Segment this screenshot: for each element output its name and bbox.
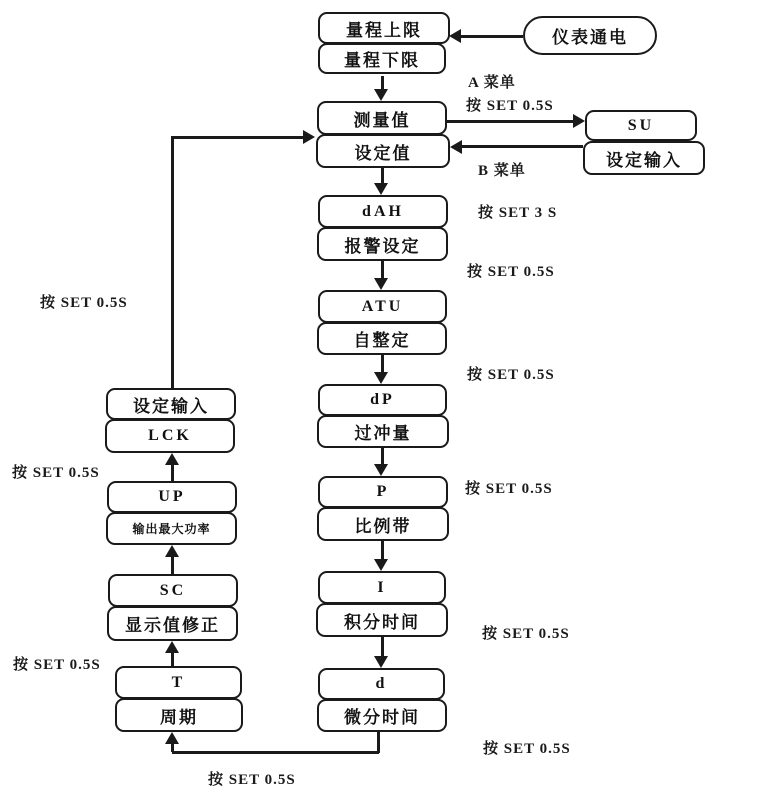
arrow-t-to-disp-head-icon	[165, 641, 179, 653]
arrow-left-to-sv-head-icon	[303, 130, 315, 144]
node-dp: dP	[318, 384, 447, 416]
label-press-set-05s-2: 按 SET 0.5S	[467, 367, 555, 383]
arrow-up-to-lck-head-icon	[165, 453, 179, 465]
arrow-overshoot-to-p-head-icon	[374, 464, 388, 476]
node-su: SU	[585, 110, 697, 141]
arrow-up-to-lck-line	[171, 465, 174, 481]
arrow-autotune-to-dp-line	[381, 355, 384, 372]
arrow-poweron-line	[461, 35, 523, 38]
arrow-prop-to-i-head-icon	[374, 559, 388, 571]
connector-bottom-line	[172, 751, 379, 754]
node-power-on: 仪表通电	[523, 16, 657, 55]
label-menu-b: B 菜单	[478, 163, 526, 179]
label-press-set-05s-5: 按 SET 0.5S	[483, 741, 571, 757]
arrow-int-to-d-head-icon	[374, 656, 388, 668]
node-proportional-band: 比例带	[317, 507, 449, 541]
arrow-alarm-to-atu-head-icon	[374, 278, 388, 290]
node-alarm-setting: 报警设定	[317, 227, 448, 261]
arrow-sv-to-dah-line	[381, 168, 384, 183]
node-atu: ATU	[318, 290, 447, 323]
arrow-prop-to-i-line	[381, 541, 384, 559]
arrow-range-to-pv-line	[381, 76, 384, 90]
label-press-set-3s: 按 SET 3 S	[478, 205, 558, 221]
node-sc: SC	[108, 574, 238, 607]
arrow-autotune-to-dp-head-icon	[374, 372, 388, 384]
arrow-to-cycle-head-icon	[165, 732, 179, 744]
label-press-set-05s-bottom: 按 SET 0.5S	[208, 772, 296, 788]
connector-left-vertical-line	[171, 136, 174, 388]
arrow-to-cycle-line	[171, 744, 174, 752]
label-press-set-05s-left-1: 按 SET 0.5S	[40, 295, 128, 311]
arrow-sc-to-maxpower-line	[171, 557, 174, 574]
node-i: I	[318, 571, 446, 604]
node-p: P	[318, 476, 448, 508]
label-press-set-05s-left-3: 按 SET 0.5S	[13, 657, 101, 673]
label-press-set-05s-3: 按 SET 0.5S	[465, 481, 553, 497]
arrow-sv-to-dah-head-icon	[374, 183, 388, 195]
arrow-overshoot-to-p-line	[381, 448, 384, 464]
node-lck: LCK	[105, 419, 235, 453]
arrow-poweron-head-icon	[449, 29, 461, 43]
node-up: UP	[107, 481, 237, 513]
label-press-set-05s-4: 按 SET 0.5S	[482, 626, 570, 642]
arrow-int-to-d-line	[381, 637, 384, 656]
node-integral-time: 积分时间	[316, 603, 448, 637]
node-display-correction: 显示值修正	[107, 606, 238, 641]
connector-left-top-line	[171, 136, 303, 139]
arrow-pv-to-su-line	[447, 120, 573, 123]
arrow-setinput-to-sv-head-icon	[450, 140, 462, 154]
node-set-input-left: 设定输入	[106, 388, 236, 420]
arrow-range-to-pv-head-icon	[374, 89, 388, 101]
node-derivative-time: 微分时间	[317, 699, 447, 732]
node-output-max-power: 输出最大功率	[106, 512, 237, 545]
node-d: d	[318, 668, 445, 700]
node-dah: dAH	[318, 195, 448, 228]
node-cycle: 周期	[115, 698, 243, 732]
arrow-sc-to-maxpower-head-icon	[165, 545, 179, 557]
node-auto-tune: 自整定	[317, 322, 447, 355]
node-range-upper-limit: 量程上限	[318, 12, 450, 44]
node-overshoot: 过冲量	[317, 415, 449, 448]
arrow-alarm-to-atu-line	[381, 261, 384, 278]
node-t: T	[115, 666, 242, 699]
node-set-input-right: 设定输入	[583, 141, 705, 175]
arrow-setinput-to-sv-line	[462, 145, 583, 148]
label-press-set-05s-a: 按 SET 0.5S	[466, 98, 554, 114]
label-press-set-05s-1: 按 SET 0.5S	[467, 264, 555, 280]
node-set-value: 设定值	[316, 134, 450, 168]
node-measured-value: 测量值	[317, 101, 447, 135]
label-menu-a: A 菜单	[468, 75, 516, 91]
arrow-pv-to-su-head-icon	[573, 114, 585, 128]
label-press-set-05s-left-2: 按 SET 0.5S	[12, 465, 100, 481]
connector-deriv-down-line	[377, 732, 380, 753]
node-range-lower-limit: 量程下限	[318, 43, 446, 74]
arrow-t-to-disp-line	[171, 653, 174, 666]
